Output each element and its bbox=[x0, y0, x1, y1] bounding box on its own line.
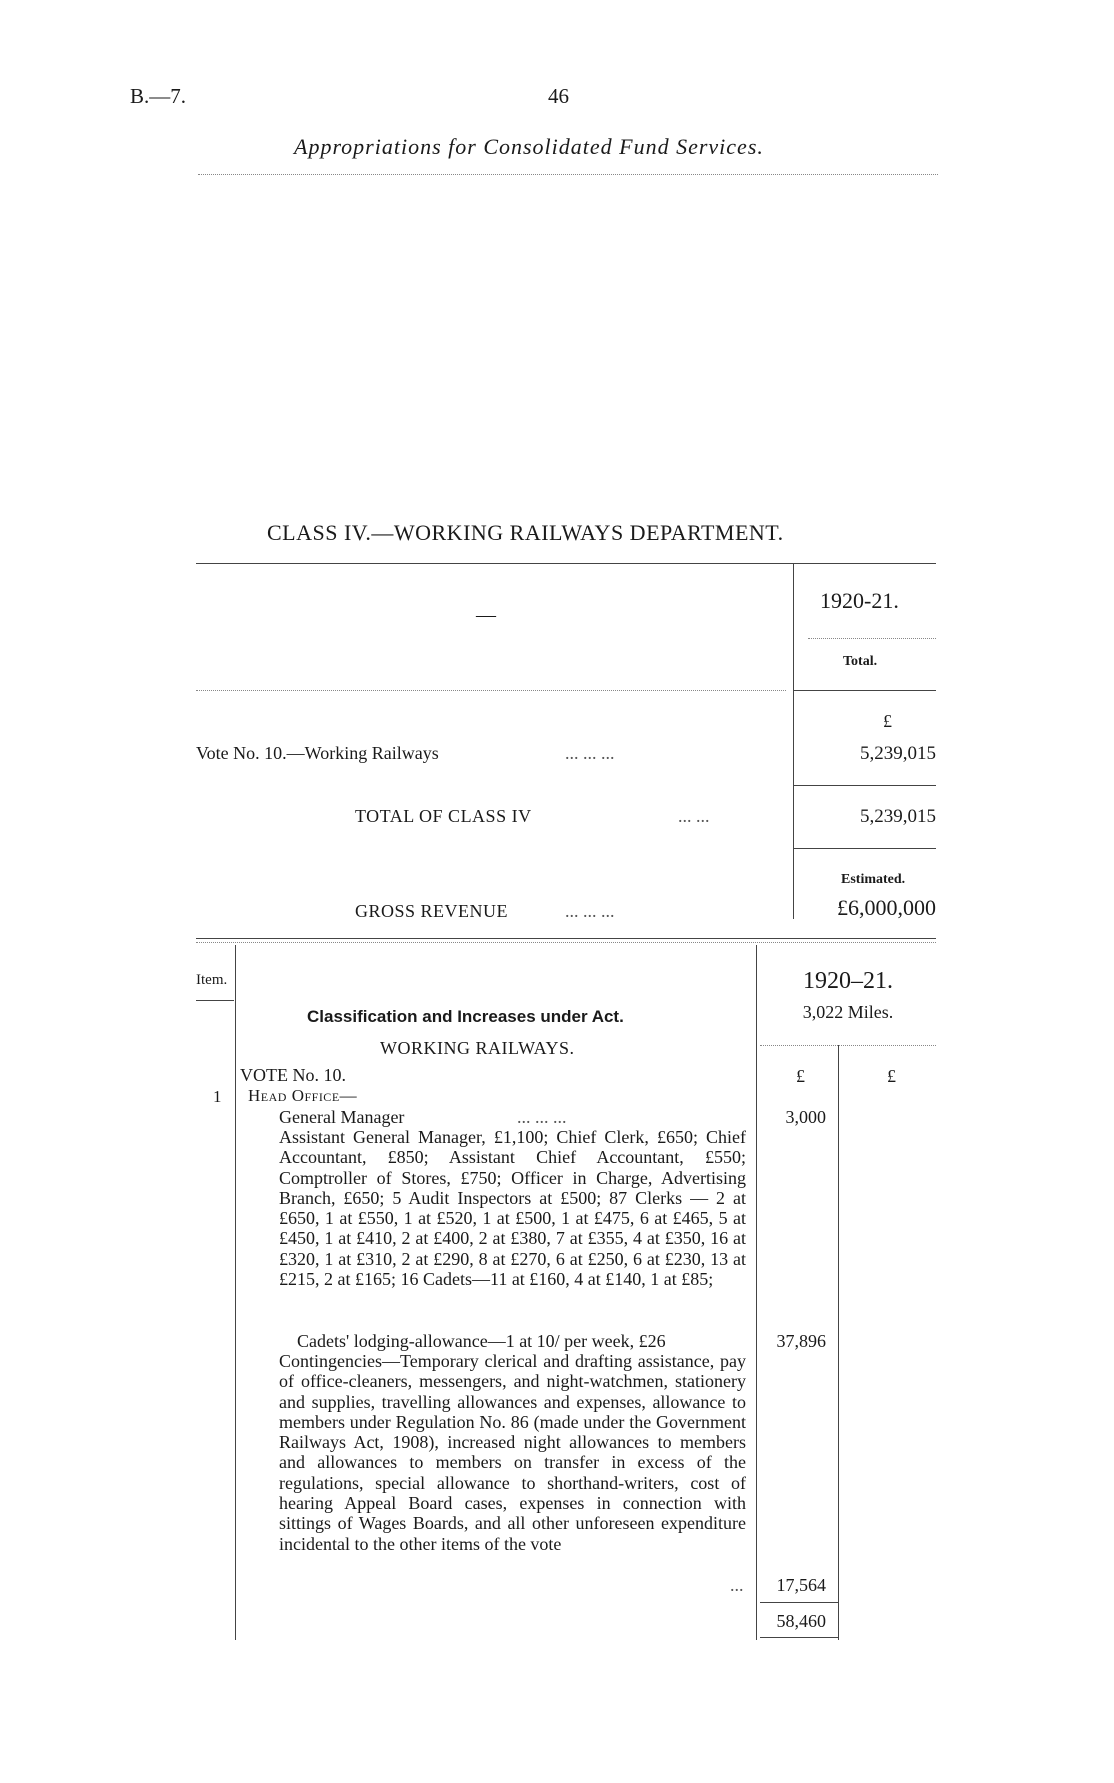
item-header-rule bbox=[196, 1000, 234, 1001]
department-heading: WORKING RAILWAYS. bbox=[380, 1038, 575, 1058]
summary-header-rule bbox=[793, 690, 936, 691]
staff-last-line: Cadets' lodging-allowance—1 at 10/ per week, £26 bbox=[297, 1331, 666, 1351]
gross-label: GROSS REVENUE bbox=[355, 901, 509, 921]
general-manager-dots: ... ... ... bbox=[517, 1107, 567, 1127]
vote-amount: 5,239,015 bbox=[860, 743, 936, 764]
summary-header-rule-left bbox=[196, 690, 786, 691]
estimated-label: Estimated. bbox=[841, 872, 906, 887]
item-total-rule bbox=[760, 1602, 838, 1603]
general-manager-amount: 3,000 bbox=[785, 1107, 826, 1127]
item-total: 58,460 bbox=[776, 1611, 826, 1631]
summary-bottom-rule-2 bbox=[196, 942, 936, 943]
summary-divider bbox=[793, 563, 794, 919]
miles-rule bbox=[760, 1045, 936, 1046]
detail-miles: 3,022 Miles. bbox=[802, 1002, 894, 1022]
vote-number: VOTE No. 10. bbox=[240, 1065, 346, 1085]
staff-salaries-text: Assistant General Manager, £1,100; Chief Clerk, £650; Chief Accountant, £850; Assistant Chief Accountant, £550; Comptroller of Stores, £750; Officer in Charge, Advertising Branch, £650; 5 Audit Inspectors at £500; 87 Clerks — 2 at £650, 1 at £550, 1 at £520, 1 at £500, 1 at £475, 6 at £465, 5 at £450, 1 at £410, 2 at £400, 2 at £380, 7 at £355, 4 at £350, 16 at £320, 1 at £310, 2 at £290, 8 at £270, 6 at £250, 6 at £230, 13 at £215, 2 at £165; 16 Cadets—11 at £160, 4 at £140, 1 at £85; bbox=[279, 1127, 746, 1290]
summary-year: 1920-21. bbox=[820, 588, 899, 613]
item-column-divider bbox=[235, 945, 236, 1640]
staff-amount: 37,896 bbox=[776, 1331, 826, 1351]
total-class-rule bbox=[793, 848, 936, 849]
summary-currency: £ bbox=[883, 711, 892, 731]
class-title: CLASS IV.—WORKING RAILWAYS DEPARTMENT. bbox=[267, 520, 784, 545]
subtitle-rule bbox=[198, 174, 938, 175]
classification-heading: Classification and Increases under Act. bbox=[307, 1007, 624, 1026]
vote-dots: ... ... ... bbox=[565, 743, 615, 763]
contingencies-amount: 17,564 bbox=[776, 1575, 826, 1595]
vote-rule bbox=[793, 785, 936, 786]
head-office-heading: Head Office— bbox=[248, 1086, 358, 1105]
item-number: 1 bbox=[213, 1087, 222, 1106]
general-manager-label: General Manager bbox=[279, 1107, 405, 1127]
summary-top-rule bbox=[196, 563, 936, 564]
contingencies-dots: ... bbox=[726, 1575, 744, 1595]
summary-year-rule bbox=[808, 638, 936, 639]
summary-total-label: Total. bbox=[843, 654, 878, 669]
gross-amount: £6,000,000 bbox=[837, 895, 936, 920]
total-class-amount: 5,239,015 bbox=[860, 806, 936, 827]
item-header: Item. bbox=[196, 972, 228, 988]
detail-year: 1920–21. bbox=[803, 968, 893, 994]
currency-right: £ bbox=[887, 1066, 896, 1086]
page-subtitle: Appropriations for Consolidated Fund Services. bbox=[294, 134, 764, 159]
contingencies-text: Contingencies—Temporary clerical and drafting assistance, pay of office-cleaners, messengers, and night-watchmen, stationery and supplies, travelling allowances and expenses, allowance to members under Regulation No. 86 (made under the Government Railways Act, 1908), increased night allowances to members and allowances to members on transfer in excess of the regulations, special allowance to shorthand-writers, cost of hearing Appeal Board cases, expenses in connection with sittings of Wages Boards, and all other unforeseen expenditure incidental to the other items of the vote bbox=[279, 1351, 746, 1554]
vote-label: Vote No. 10.—Working Railways bbox=[196, 743, 439, 763]
amount-column-divider bbox=[756, 945, 757, 1640]
subtotal-column-divider bbox=[838, 1045, 839, 1640]
summary-dash: — bbox=[476, 604, 496, 626]
page-ref: B.—7. bbox=[130, 84, 187, 108]
item-total-underline bbox=[760, 1637, 838, 1638]
total-class-dots: ... ... bbox=[678, 806, 710, 826]
summary-bottom-rule bbox=[196, 938, 936, 939]
total-class-label: TOTAL OF CLASS IV bbox=[355, 806, 532, 826]
currency-left: £ bbox=[796, 1066, 805, 1086]
gross-dots: ... ... ... bbox=[565, 901, 615, 921]
page-number: 46 bbox=[548, 84, 569, 108]
